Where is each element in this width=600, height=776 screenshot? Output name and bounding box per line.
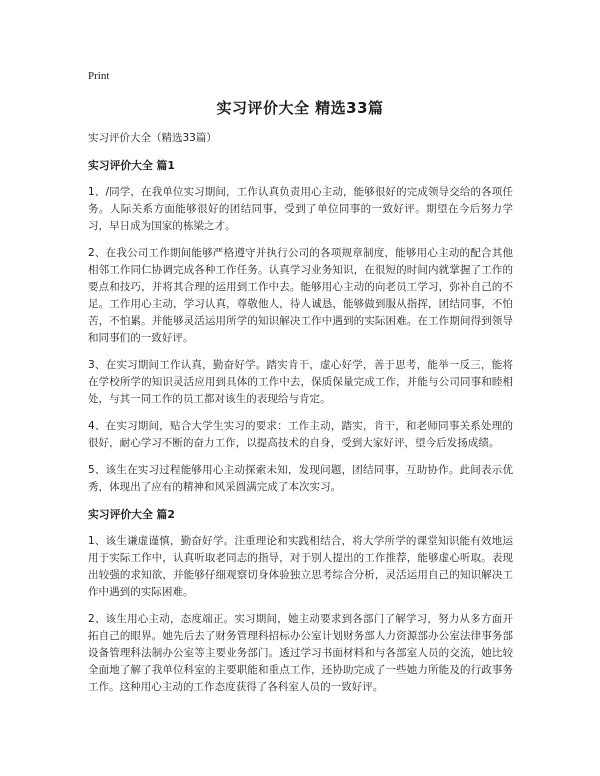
section-2-paragraph-1: 1、该生谦虚谨慎，勤奋好学。注重理论和实践相结合，将大学所学的课堂知识能有效地运用于实际工作中，认真听取老同志的指导，对于别人提出的工作推荐，能够虚心听取。表现出较强的求知欲，并能够仔细观察切身体验独立思考综合分析，灵活运用自己的知识解决工作中遇到的实际困难。 [88,535,513,598]
page-title: 实习评价大全 精选33篇 [216,99,384,117]
document-body [88,130,513,706]
print-link[interactable]: Print [88,70,110,82]
section-heading-2: 实习评价大全 篇2 [88,508,175,521]
section-heading-1: 实习评价大全 篇1 [88,159,175,172]
section-1-paragraph-3: 3、在实习期间工作认真，勤奋好学。踏实肯干，虚心好学，善于思考，能举一反三，能将在学校所学的知识灵活应用到具体的工作中去，保质保量完成工作，并能与公司同事和睦相处，与其一同工作的员工都对该生的表现给与肯定。 [88,359,513,405]
section-1-paragraph-1: 1、/同学，在我单位实习期间，工作认真负责用心主动，能够很好的完成领导交给的各项任务。人际关系方面能够很好的团结同事，受到了单位同事的一致好评。期望在今后努力学习，早日成为国家的栋梁之才。 [88,186,513,232]
section-1-paragraph-2: 2、在我公司工作期间能够严格遵守并执行公司的各项规章制度，能够用心主动的配合其他相邻工作同仁协调完成各种工作任务。认真学习业务知识，在很短的时间内就掌握了工作的要点和技巧，并将其合理的运用到工作中去。能够用心主动的向老员工学习，弥补自己的不足。工作用心主动，学习认真，尊敬他人，待人诚恳，能够做到服从指挥，团结同事，不怕苦，不怕累。并能够灵活运用所学的知识解决工作中遇到的实际困难。在工作期间得到领导和同事们的一致好评。 [88,247,513,344]
document-subtitle: 实习评价大全（精选33篇） [88,132,217,144]
section-2-paragraph-2: 2、该生用心主动，态度端正。实习期间，她主动要求到各部门了解学习，努力从多方面开拓自己的眼界。她先后去了财务管理科招标办公室计划财务部人力资源部办公室法律事务部设备管理科法制办公室等主要业务部门。透过学习书面材料和与各部室人员的交流，她比较全面地了解了我单位科室的主要职能和重点工作，还协助完成了一些她力所能及的行政事务工作。这种用心主动的工作态度获得了各科室人员的一致好评。 [88,613,513,693]
section-1-paragraph-5: 5、该生在实习过程能够用心主动探索未知，发现问题，团结同事，互助协作。此间表示优秀，体现出了应有的精神和风采圆满完成了本次实习。 [88,464,513,493]
section-1-paragraph-4: 4、在实习期间，贴合大学生实习的要求：工作主动，踏实，肯干，和老师同事关系处理的很好，耐心学习不断的奋力工作，以提高技术的自身，受到大家好评，望今后发扬成绩。 [88,420,513,449]
